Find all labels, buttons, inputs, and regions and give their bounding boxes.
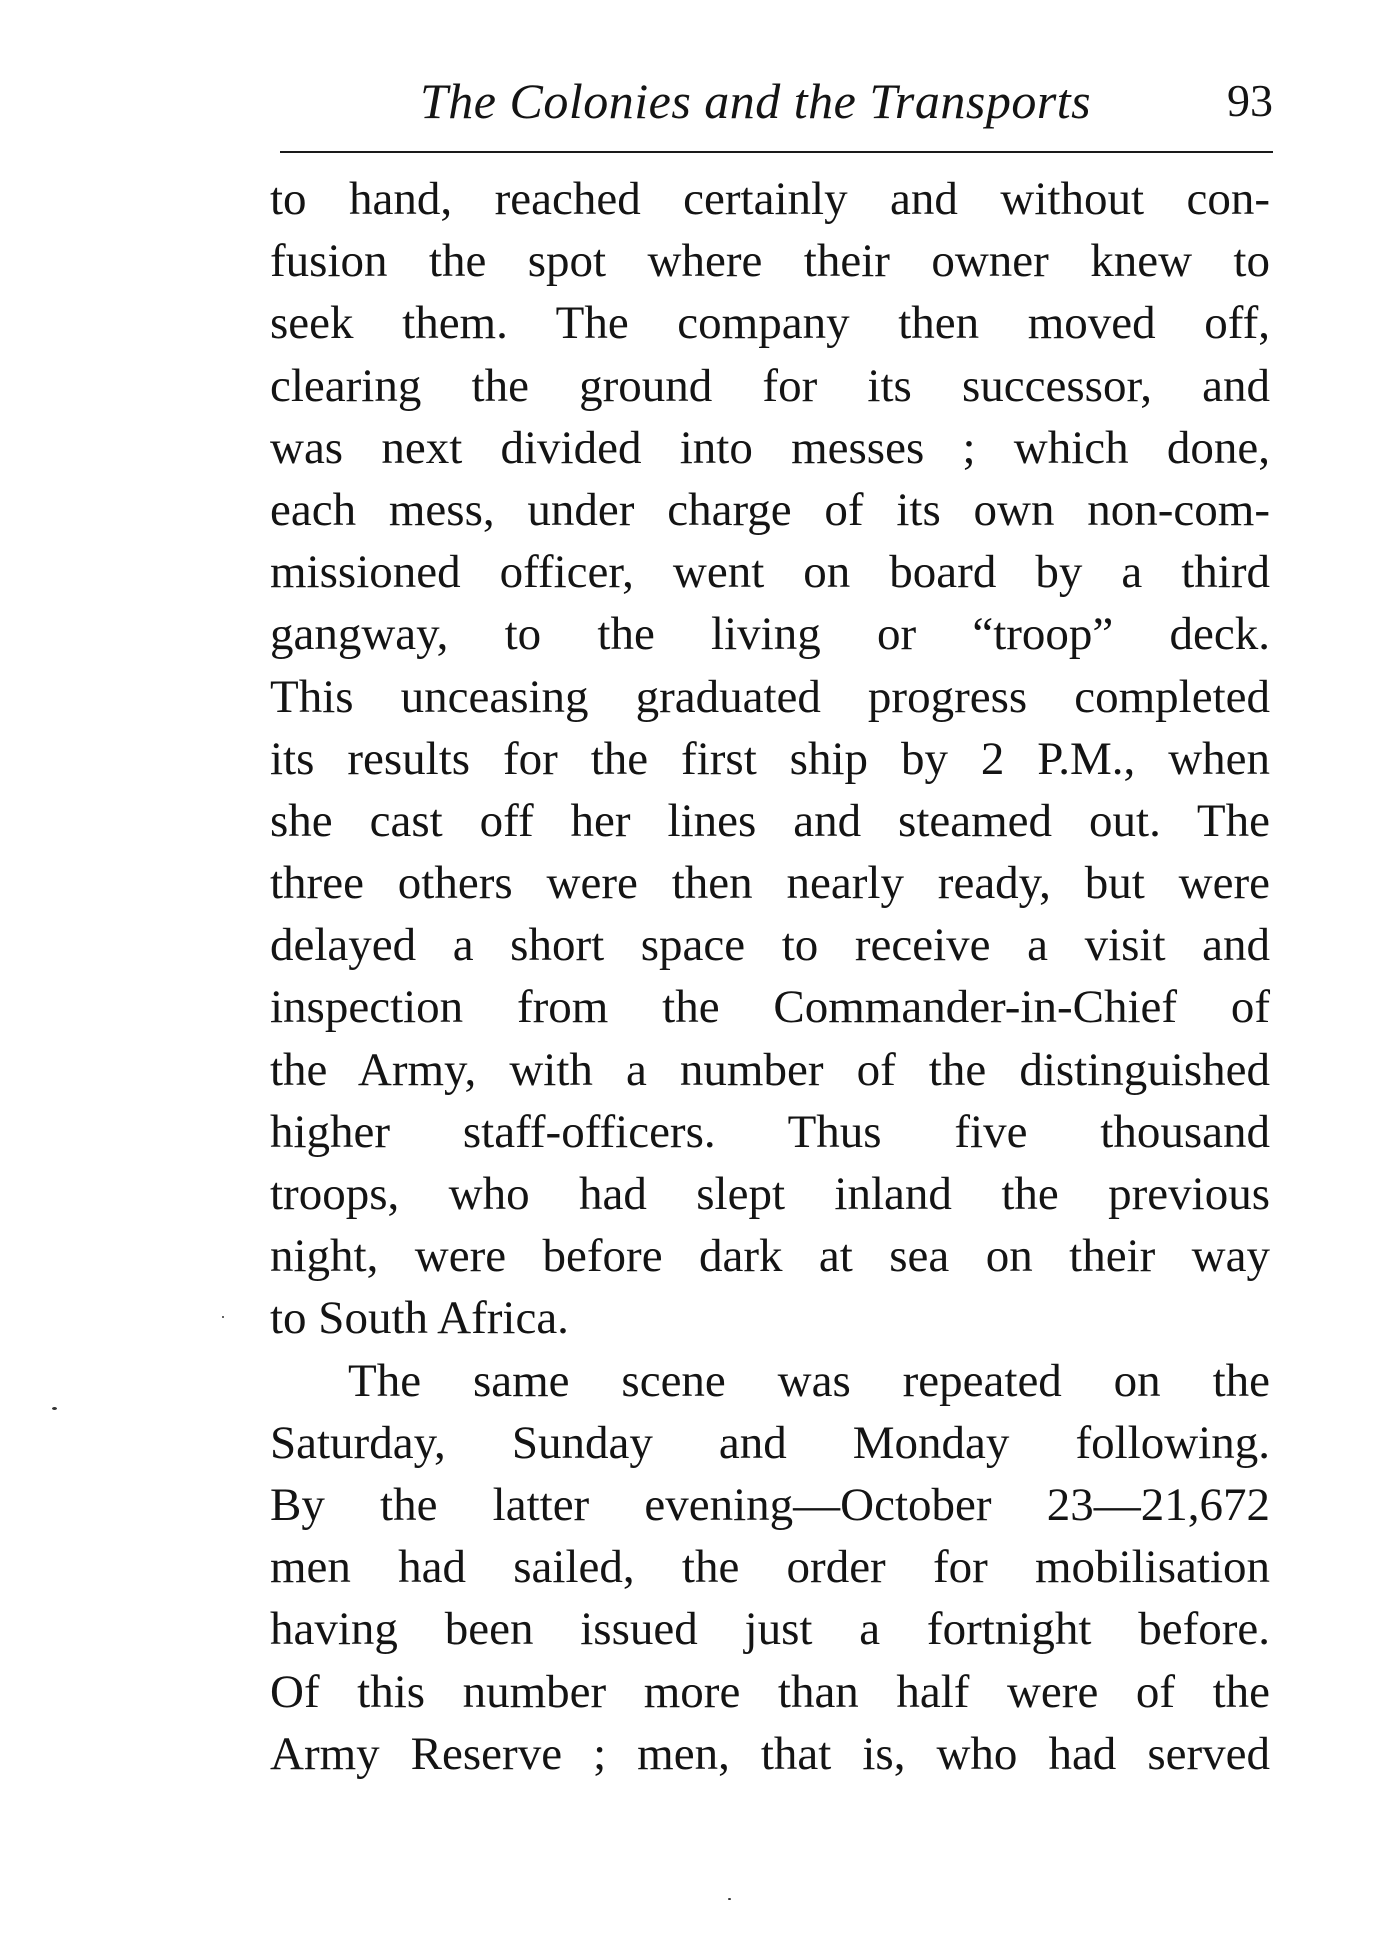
text-line: clearing the ground for its successor, and bbox=[270, 359, 1270, 412]
text-line: This unceasing graduated progress completed bbox=[270, 670, 1270, 723]
text-line: the Army, with a number of the distinguished bbox=[270, 1043, 1270, 1096]
text-line: she cast off her lines and steamed out. The bbox=[270, 794, 1270, 847]
scan-speck bbox=[222, 1316, 224, 1318]
text-line: delayed a short space to receive a visit and bbox=[270, 919, 1270, 972]
text-line: higher staff-officers. Thus five thousand bbox=[270, 1105, 1270, 1158]
text-line: having been issued just a fortnight before. bbox=[270, 1603, 1270, 1656]
header-rule bbox=[280, 151, 1273, 153]
text-line: was next divided into messes ; which done, bbox=[270, 421, 1270, 474]
page-number: 93 bbox=[1227, 75, 1273, 126]
text-line: night, were before dark at sea on their way bbox=[270, 1230, 1270, 1283]
paragraph-2 bbox=[270, 1350, 1270, 1785]
scan-speck bbox=[728, 1898, 731, 1900]
text-line: seek them. The company then moved off, bbox=[270, 297, 1270, 350]
text-line: each mess, under charge of its own non-com- bbox=[270, 483, 1270, 536]
text-line: Saturday, Sunday and Monday following. bbox=[270, 1416, 1270, 1469]
text-line: men had sailed, the order for mobilisation bbox=[270, 1541, 1270, 1594]
text-line: to South Africa. bbox=[270, 1292, 569, 1345]
paragraph-1 bbox=[270, 168, 1270, 1350]
text-line: three others were then nearly ready, but were bbox=[270, 857, 1270, 910]
text-line: troops, who had slept inland the previous bbox=[270, 1168, 1270, 1220]
running-title: The Colonies and the Transports bbox=[420, 73, 1092, 129]
text-line: missioned officer, went on board by a third bbox=[270, 546, 1270, 599]
text-line: fusion the spot where their owner knew to bbox=[270, 235, 1270, 288]
text-line: inspection from the Commander-in-Chief of bbox=[270, 981, 1270, 1034]
text-line: its results for the first ship by 2 P.M., when bbox=[270, 732, 1270, 785]
body-text bbox=[270, 168, 1270, 1785]
text-line: The same scene was repeated on the bbox=[348, 1354, 1270, 1407]
text-line: By the latter evening—October 23—21,672 bbox=[270, 1478, 1270, 1531]
text-line: gangway, to the living or “troop” deck. bbox=[270, 608, 1270, 661]
text-line: Of this number more than half were of the bbox=[270, 1665, 1270, 1718]
scan-speck bbox=[52, 1407, 57, 1410]
text-line: to hand, reached certainly and without con- bbox=[270, 173, 1270, 225]
text-line: Army Reserve ; men, that is, who had served bbox=[270, 1727, 1270, 1780]
running-head bbox=[280, 72, 1273, 132]
